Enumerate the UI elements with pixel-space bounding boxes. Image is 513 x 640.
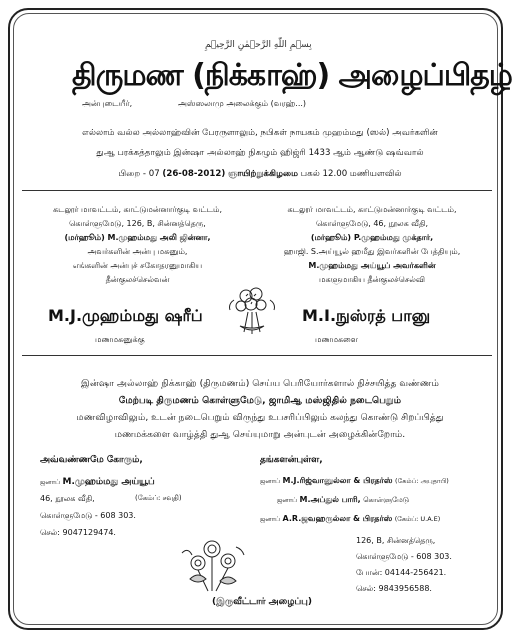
- intro-date: (26-08-2012): [162, 169, 226, 179]
- bride-name: M.I.நுஸ்ரத் பானு: [302, 306, 431, 325]
- invitation-line: மணமக்களை வாழ்த்தி துஆ செய்யுமாறு அன்புடன் அழைக்கின்றோம்.: [114, 429, 406, 440]
- groom-role: மணமகனுக்கு: [95, 335, 145, 344]
- flower-icon: [176, 533, 250, 595]
- left-addr2: கொள்ளுமேடு - 608 303.: [40, 511, 136, 520]
- groom-line: எங்களின் அன்புச் சகோதரனுமாகிய: [72, 261, 203, 270]
- intro-line-2: துஆ பரக்கத்தாலும் இன்ஷா அல்லாஹ் நிகழும் ஹிஜ்ரி 1433 ஆம் ஆண்டு ஷவ்வால்: [96, 148, 424, 158]
- greeting-salaam: அஸ்ஸலாமு அலைக்கும் (வரஹ்...): [178, 99, 307, 108]
- right-row: [260, 476, 449, 486]
- right-note: கொள்ளுமேடு: [363, 496, 409, 504]
- bride-line: (மர்ஹூம்) P.முஹம்மது முக்தார்,: [310, 233, 434, 242]
- invitation-line: மேற்படி திருமணம் கொள்ளுமேடு, ஜாமிஆ மஸ்ஜிதில் நடைபெறும்: [118, 395, 402, 406]
- footer-caption: (இருவீட்டார் அழைப்பு): [212, 597, 312, 607]
- groom-family: [30, 203, 245, 287]
- invitation-line: இன்ஷா அல்லாஹ் நிக்காஹ் (திருமணம்) செய்ய பெரியோர்களால் நிச்சயித்த வண்ணம்: [81, 378, 439, 389]
- right-name: A.R.ஜவஹருல்லா & பிரதர்ஸ்: [282, 514, 393, 523]
- left-note: (கேம்ப்: சவுதி): [135, 494, 182, 502]
- invitation-text: [30, 375, 490, 443]
- left-prefix: ஜனாப்: [40, 478, 60, 486]
- groom-line: தீன்குலச்செல்வன்: [105, 275, 170, 284]
- groom-line: அவர்களின் அன்பு மகனும்,: [87, 247, 188, 256]
- right-phone2: செல்: 9843956588.: [356, 584, 432, 593]
- divider-middle: [22, 355, 492, 356]
- right-note: (கேம்ப்: அபுதாபி): [395, 477, 449, 485]
- bride-family: [262, 203, 482, 287]
- bride-line: M.முஹம்மது அய்யூப் அவர்களின்: [308, 261, 436, 270]
- right-name: M.அப்துல் பாரி,: [299, 495, 361, 504]
- left-phone: செல்: 9047129474.: [40, 528, 116, 537]
- groom-line: (மர்ஹூம்) M.முஹம்மது அலி ஜின்னா,: [64, 233, 211, 242]
- bride-line: மகளுமாகிய தீன்குலச்செல்வி: [319, 275, 425, 284]
- bouquet-icon: [226, 282, 278, 340]
- invitation-line: மணவிழாவிலும், உடன் நடைபெறும் விருந்து உபசரிப்பிலும் கலந்து கொண்டு சிறப்பித்து: [76, 412, 444, 423]
- intro-line-3: [40, 169, 480, 180]
- left-heading: அவ்வண்ணமே கோரும்,: [40, 455, 143, 465]
- left-name: M.முஹம்மது அய்யூப்: [62, 477, 155, 487]
- intro-line-1: எல்லாம் வல்ல அல்லாஹ்வின் பேரருளாலும், நபிகள் நாயகம் முஹம்மது (ஸல்) அவர்களின்: [82, 128, 438, 138]
- left-host: [40, 477, 155, 488]
- groom-line: கொள்ளுமேடு, 126, B, சின்னத்தெரு,: [69, 219, 206, 228]
- groom-line: கடலூர் மாவட்டம், காட்டுமன்னார்குடி வட்டம்,: [53, 205, 222, 214]
- right-name: M.J.ரிஜ்வானுல்லா & பிரதர்ஸ்: [282, 476, 393, 485]
- right-note: (கேம்ப்: U.A.E): [394, 515, 441, 523]
- right-row: [277, 495, 409, 505]
- right-row: [260, 514, 440, 524]
- groom-name: M.J.முஹம்மது ஷரீப்: [48, 306, 203, 325]
- right-addr2: கொள்ளுமேடு - 608 303.: [356, 552, 452, 561]
- intro-day: ஞாயிற்றுக்கிழமை: [227, 169, 299, 179]
- intro-time: பகல் 12.00 மணியளவில்: [300, 169, 402, 179]
- bismillah: بِسۡمِ اللّٰهِ الرَّحۡمٰنِ الرَّحِيۡمِ: [205, 40, 312, 50]
- bride-line: ஹாஜி. S.அய்யூல் ஹமீது இவர்களின் பேத்தியும்,: [283, 247, 461, 256]
- intro-pirai: பிறை - 07: [118, 169, 160, 179]
- right-heading: தங்களன்புள்ள,: [260, 455, 323, 465]
- right-prefix: ஜனாப்: [260, 477, 280, 485]
- bride-line: கொள்ளுமேடு, 46, நூலக வீதி,: [315, 219, 429, 228]
- page-title: திருமண (நிக்காஹ்) அழைப்பிதழ்: [72, 58, 512, 93]
- right-addr1: 126, B, சின்னத்தெரு,: [356, 536, 436, 545]
- bride-line: கடலூர் மாவட்டம், காட்டுமன்னார்குடி வட்டம்,: [287, 205, 457, 214]
- bride-role: மணமகளை: [315, 335, 358, 344]
- right-prefix: ஜனாப்: [277, 496, 297, 504]
- divider-top: [22, 190, 492, 191]
- greeting-dear: அன்புடையீர்,: [82, 99, 133, 108]
- right-phone1: போன்: 04144-256421.: [356, 568, 447, 577]
- right-prefix: ஜனாப்: [260, 515, 280, 523]
- left-addr1: 46, நூலக வீதி,: [40, 494, 95, 503]
